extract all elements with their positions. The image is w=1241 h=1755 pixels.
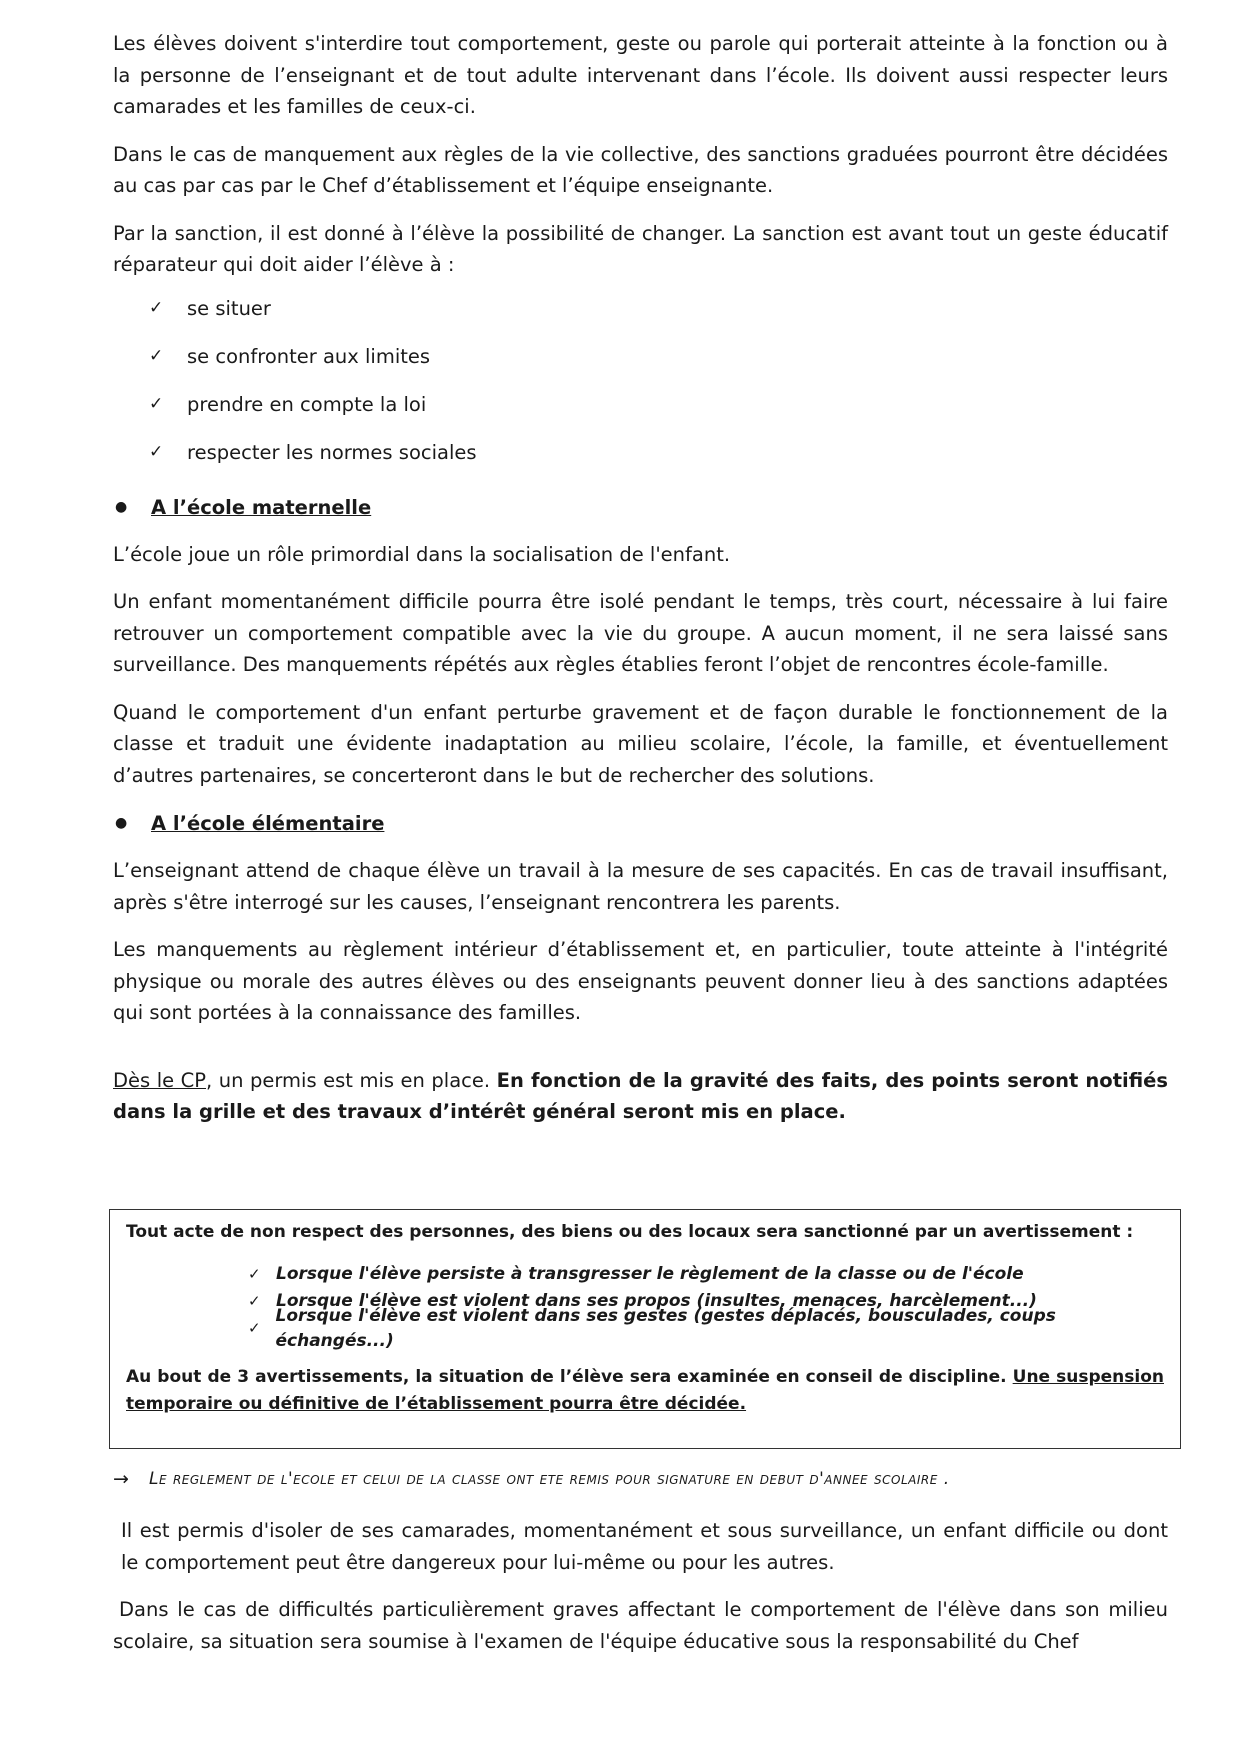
warning-list [126,1261,1164,1351]
section-title: A l’école élémentaire [151,812,385,836]
list-item-label: Lorsque l'élève persiste à transgresser le règlement de la classe ou de l'école [276,1264,1024,1284]
checkmark-icon: ✓ [248,1265,261,1283]
document-page [113,28,1168,1144]
list-item-label: se confronter aux limites [187,344,431,368]
list-item-label: respecter les normes sociales [187,440,477,464]
paragraph-elementaire-2: Les manquements au règlement intérieur d’établissement et, en particulier, toute atteinte à l'intégrité physique ou morale des autres élèves ou des enseignants peuvent donner lieu à des sanctions adaptées qui sont portées à la connaissance des familles. [113,938,1168,1024]
document-continuation [113,1464,1168,1673]
conclusion-text: Au bout de 3 avertissements, la situation de l’élève sera examinée en conseil de discipline. [126,1367,1013,1387]
conclusion-underlined: Une suspension temporaire ou définitive de l’établissement pourra être décidée. [126,1367,1164,1414]
section-heading-elementaire [113,807,1168,841]
checkmark-icon: ✓ [149,441,164,462]
list-item [248,1261,1164,1288]
list-item-label: se situer [187,296,271,320]
paragraph-sanction-purpose: Par la sanction, il est donné à l’élève la possibilité de changer. La sanction est avant tout un geste éducatif réparateur qui doit aider l’élève à : [113,221,1168,276]
bullet-icon: ● [115,498,128,515]
list-item [113,381,1168,429]
objectives-list [113,285,1168,477]
arrow-right-icon: → [113,1468,129,1490]
permis-mid: , un permis est mis en place. [206,1068,497,1092]
section-title: A l’école maternelle [151,495,372,519]
section-heading-maternelle [113,491,1168,525]
warning-lead: Tout acte de non respect des personnes, des biens ou des locaux sera sanctionné par un avertissement : [126,1222,1134,1242]
checkmark-icon: ✓ [149,297,164,318]
list-item-label: prendre en compte la loi [187,392,427,416]
list-item [113,285,1168,333]
paragraph-maternelle-1: L’école joue un rôle primordial dans la socialisation de l'enfant. [113,542,731,566]
permis-bold: En fonction de la gravité des faits, des points seront notifiés dans la grille et des travaux d’intérêt général seront mis en place. [113,1068,1168,1123]
list-item [248,1305,1164,1351]
list-item [113,429,1168,477]
paragraph-elementaire-1: L’enseignant attend de chaque élève un travail à la mesure de ses capacités. En cas de travail insuffisant, après s'être interrogé sur les causes, l’enseignant rencontrera les parents. [113,859,1168,914]
warning-box [109,1209,1181,1449]
signature-note [113,1464,1168,1495]
permis-lead: Dès le CP [113,1068,207,1092]
warning-conclusion [126,1364,1164,1418]
paragraph-permis [113,1065,1168,1128]
paragraph-maternelle-2: Un enfant momentanément difficile pourra être isolé pendant le temps, très court, nécessaire à lui faire retrouver un comportement compatible avec la vie du groupe. A aucun moment, il ne sera laissé sans surveillance. Des manquements répétés aux règles établies feront l’objet de rencontres école-famille. [113,590,1168,676]
note-text: Le reglement de l'ecole et celui de la classe ont ete remis pour signature en debut d'annee scolaire . [149,1469,950,1489]
checkmark-icon: ✓ [248,1292,261,1310]
checkmark-icon: ✓ [149,393,164,414]
checkmark-icon: ✓ [248,1319,261,1337]
list-item-label: Lorsque l'élève est violent dans ses gestes (gestes déplacés, bousculades, coups échangés...) [275,1305,1056,1351]
bullet-icon: ● [115,815,128,832]
paragraph-maternelle-3: Quand le comportement d'un enfant perturbe gravement et de façon durable le fonctionnement de la classe et traduit une évidente inadaptation au milieu scolaire, l’école, la famille, et éventuellement d’autres partenaires, se concerteront dans le but de rechercher des solutions. [113,700,1168,787]
paragraph-sanctions: Dans le cas de manquement aux règles de la vie collective, des sanctions graduées pourront être décidées au cas par cas par le Chef d’établissement et l’équipe enseignante. [113,142,1168,197]
paragraph-equipe-educative: Dans le cas de difficultés particulièrement graves affectant le comportement de l'élève dans son milieu scolaire, sa situation sera soumise à l'examen de l'équipe éducative sous la responsabilité du Chef [113,1598,1168,1653]
paragraph-behaviour: Les élèves doivent s'interdire tout comportement, geste ou parole qui porterait atteinte à la fonction ou à la personne de l’enseignant et de tout adulte intervenant dans l’école. Ils doivent aussi respecter leurs camarades et les familles de ceux-ci. [113,32,1168,118]
checkmark-icon: ✓ [149,345,164,366]
list-item-label: Lorsque l'élève est violent dans ses propos (insultes, menaces, harcèlement...) [276,1291,1037,1311]
list-item [113,333,1168,381]
paragraph-isolation: Il est permis d'isoler de ses camarades, momentanément et sous surveillance, un enfant difficile ou dont le comportement peut être dangereux pour lui-même ou pour les autres. [121,1519,1168,1574]
